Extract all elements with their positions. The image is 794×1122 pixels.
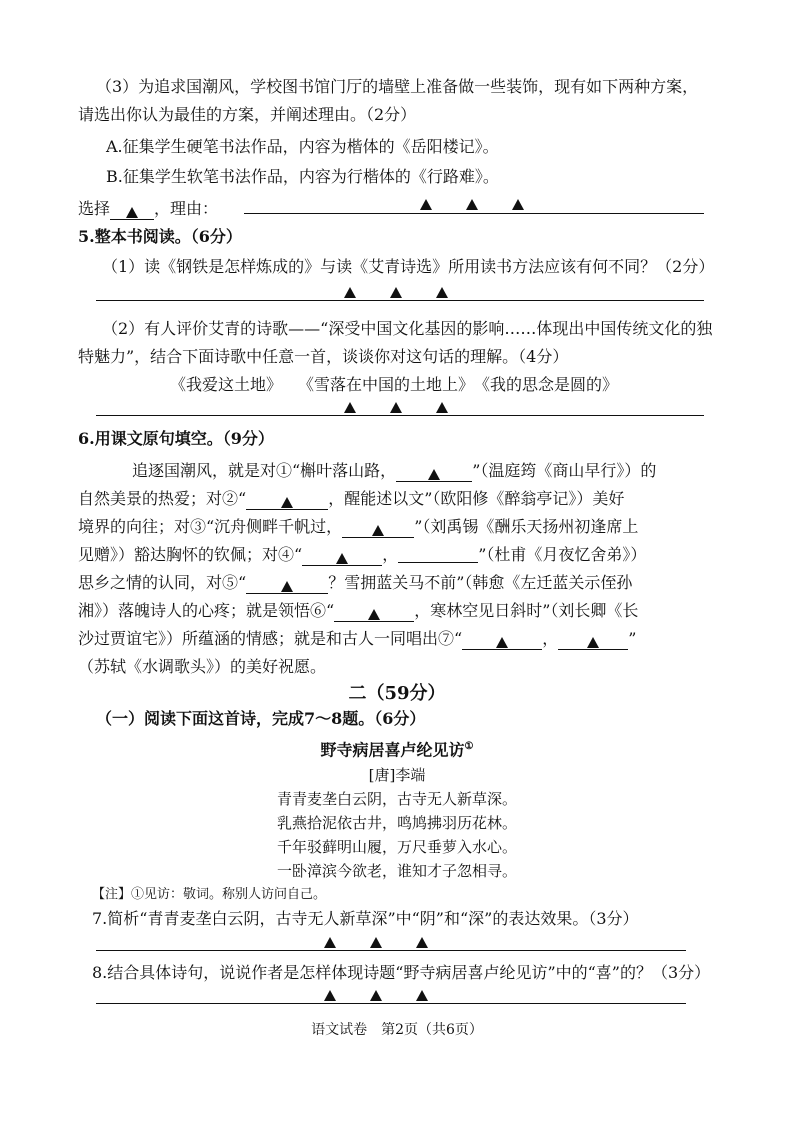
poem-note: 【注】①见访：敬词。称别人访问自己。 bbox=[92, 887, 327, 902]
fill-blank-6[interactable] bbox=[334, 603, 414, 622]
poem-line-2: 乳燕拾泥依古井，鸣鸠拂羽历花林。 bbox=[276, 814, 517, 832]
triangle-icon bbox=[372, 525, 384, 536]
triangle-icon bbox=[466, 199, 478, 210]
q6-heading: 6.用课文原句填空。（9分） bbox=[78, 429, 274, 448]
q6-text: 自然美景的热爱；对②“ bbox=[78, 489, 247, 508]
triangle-icon bbox=[512, 199, 524, 210]
triangle-icon bbox=[368, 609, 380, 620]
poem-line-1: 青青麦垄白云阴，古寺无人新草深。 bbox=[276, 790, 517, 808]
q6-line-4 bbox=[78, 544, 646, 566]
q6-text: ， bbox=[542, 629, 559, 648]
triangle-icon bbox=[436, 287, 448, 298]
fill-blank-4b[interactable] bbox=[398, 544, 478, 563]
q6-line-7 bbox=[78, 628, 636, 650]
fill-blank-2[interactable] bbox=[246, 491, 328, 510]
q8-answer-line[interactable] bbox=[96, 1003, 686, 1004]
q6-line-3 bbox=[78, 516, 638, 538]
q7-answer-line[interactable] bbox=[96, 950, 686, 951]
q6-text: 沙过贾谊宅》）所蕴涵的情感；就是和古人一同唱出⑦“ bbox=[78, 629, 463, 648]
triangle-icon bbox=[281, 497, 293, 508]
triangle-icon bbox=[390, 287, 402, 298]
q7-text: 7.简析“青青麦垄白云阴，古寺无人新草深”中“阴”和“深”的表达效果。（3分） bbox=[92, 909, 639, 928]
q5-heading: 5.整本书阅读。（6分） bbox=[78, 227, 242, 246]
triangle-icon bbox=[336, 553, 348, 564]
q6-line-1 bbox=[132, 460, 656, 482]
reason-answer-line[interactable] bbox=[244, 213, 704, 214]
q6-line-2 bbox=[78, 488, 624, 510]
triangle-icon bbox=[390, 402, 402, 413]
section-2-title: 二（59分） bbox=[348, 683, 446, 704]
q4-3-answer-row bbox=[78, 198, 218, 220]
footnote-mark: ① bbox=[464, 741, 474, 752]
q6-text: 境界的向往；对③“沉舟侧畔千帆过， bbox=[78, 517, 343, 536]
q6-text: 追逐国潮风，就是对①“槲叶落山路， bbox=[132, 461, 397, 480]
answer-markers bbox=[318, 988, 434, 1002]
poem-title bbox=[0, 736, 794, 761]
triangle-icon bbox=[324, 937, 336, 948]
triangle-icon bbox=[416, 990, 428, 1001]
triangle-icon bbox=[344, 287, 356, 298]
fill-blank-7b[interactable] bbox=[558, 631, 628, 650]
poem-title-text: 野寺病居喜卢纶见访 bbox=[320, 740, 465, 760]
choose-label: 选择 bbox=[78, 199, 111, 218]
triangle-icon bbox=[324, 990, 336, 1001]
fill-blank-4a[interactable] bbox=[302, 547, 382, 566]
fill-blank-3[interactable] bbox=[342, 519, 414, 538]
q5-poem-3: 《我的思念是圆的》 bbox=[474, 375, 619, 394]
triangle-icon bbox=[436, 402, 448, 413]
q6-text: ”（刘禹锡《酬乐天扬州初逢席上 bbox=[414, 517, 639, 536]
q4-3-option-a: A.征集学生硬笔书法作品，内容为楷体的《岳阳楼记》。 bbox=[106, 137, 499, 156]
q6-text: ，醒能述以文”（欧阳修《醉翁亭记》）美好 bbox=[328, 489, 625, 508]
q6-text: 思乡之情的认同，对⑤“ bbox=[78, 573, 247, 592]
page-footer: 语文试卷 第2页（共6页） bbox=[311, 1022, 483, 1038]
q6-line-6 bbox=[78, 600, 638, 622]
poem-line-3: 千年驳藓明山履，万尺垂萝入水心。 bbox=[276, 838, 517, 856]
answer-markers bbox=[338, 400, 454, 414]
choose-blank[interactable] bbox=[110, 201, 154, 220]
q6-text: ，寒林空见日斜时”（刘长卿《长 bbox=[414, 601, 639, 620]
triangle-icon bbox=[126, 207, 138, 218]
reason-label: ，理由： bbox=[154, 199, 219, 218]
triangle-icon bbox=[281, 581, 293, 592]
q6-text: ？雪拥蓝关马不前”（韩愈《左迁蓝关示侄孙 bbox=[328, 573, 633, 592]
q5-poem-1: 《我爱这土地》 bbox=[170, 375, 283, 394]
answer-markers bbox=[414, 197, 530, 211]
fill-blank-7a[interactable] bbox=[462, 631, 542, 650]
q6-line-5 bbox=[78, 572, 632, 594]
triangle-icon bbox=[416, 937, 428, 948]
q6-text: 湘》）落魄诗人的心疼；就是领悟⑥“ bbox=[78, 601, 335, 620]
q8-text: 8.结合具体诗句，说说作者是怎样体现诗题“野寺病居喜卢纶见访”中的“喜”的？（3分） bbox=[92, 963, 711, 982]
triangle-icon bbox=[587, 637, 599, 648]
q4-3-option-b: B.征集学生软笔书法作品，内容为行楷体的《行路难》。 bbox=[106, 167, 499, 186]
fill-blank-1[interactable] bbox=[396, 463, 472, 482]
triangle-icon bbox=[428, 469, 440, 480]
q5-sub1-answer-line[interactable] bbox=[96, 300, 704, 301]
answer-markers bbox=[318, 935, 434, 949]
q6-text: ”（杜甫《月夜忆舍弟》） bbox=[478, 545, 647, 564]
answer-markers bbox=[338, 285, 454, 299]
q6-text: ， bbox=[382, 545, 399, 564]
q5-sub2-line2: 特魅力”，结合下面诗歌中任意一首，谈谈你对这句话的理解。（4分） bbox=[78, 347, 569, 366]
q5-sub2-line1: （2）有人评价艾青的诗歌——“深受中国文化基因的影响……体现出中国传统文化的独 bbox=[102, 319, 713, 338]
poem-author: [唐]李端 bbox=[368, 766, 426, 784]
q5-sub1: （1）读《钢铁是怎样炼成的》与读《艾青诗选》所用读书方法应该有何不同？（2分） bbox=[102, 257, 715, 276]
poem-line-4: 一卧漳滨今欲老，谁知才子忽相寻。 bbox=[276, 862, 517, 880]
triangle-icon bbox=[370, 937, 382, 948]
fill-blank-5[interactable] bbox=[246, 575, 328, 594]
triangle-icon bbox=[496, 637, 508, 648]
q6-text: 见赠》）豁达胸怀的钦佩；对④“ bbox=[78, 545, 303, 564]
q5-poem-2: 《雪落在中国的土地上》 bbox=[298, 375, 475, 394]
triangle-icon bbox=[344, 402, 356, 413]
q6-text: ”（温庭筠《商山早行》）的 bbox=[472, 461, 657, 480]
q5-sub2-answer-line[interactable] bbox=[96, 415, 704, 416]
q4-3-line2: 请选出你认为最佳的方案，并阐述理由。（2分） bbox=[78, 105, 417, 124]
q6-text: ” bbox=[628, 629, 637, 648]
triangle-icon bbox=[370, 990, 382, 1001]
triangle-icon bbox=[420, 199, 432, 210]
q6-line-8: （苏轼《水调歌头》）的美好祝愿。 bbox=[78, 657, 327, 676]
q4-3-line1: （3）为追求国潮风，学校图书馆门厅的墙壁上准备做一些装饰，现有如下两种方案， bbox=[96, 77, 699, 96]
section-2-part-1: （一）阅读下面这首诗，完成7～8题。（6分） bbox=[96, 709, 426, 728]
